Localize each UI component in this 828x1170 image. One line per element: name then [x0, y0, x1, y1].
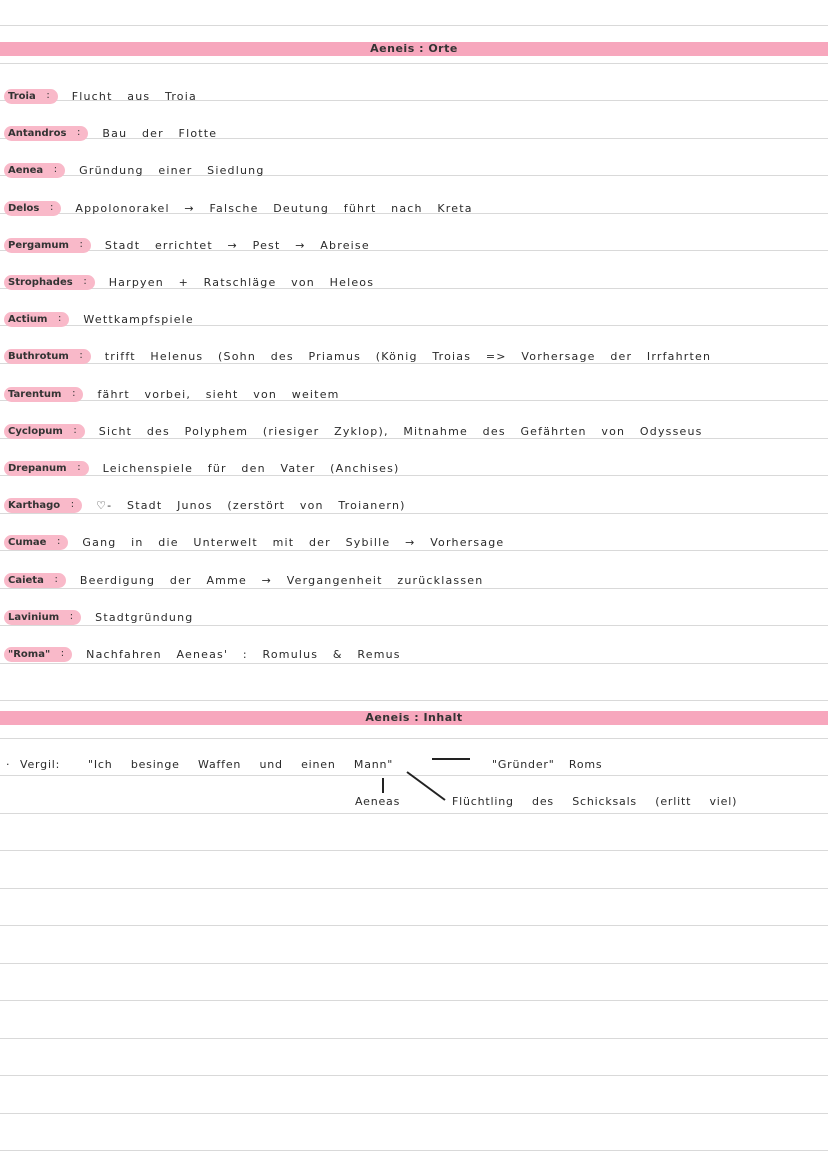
place-colon: :	[83, 275, 87, 287]
place-row	[4, 123, 217, 143]
bullet-mark: ·	[6, 758, 11, 771]
place-tag	[4, 349, 91, 364]
place-tag	[4, 647, 72, 662]
ruled-line	[0, 775, 828, 776]
place-description: Leichenspiele für den Vater (Anchises)	[102, 461, 400, 475]
place-row	[4, 532, 504, 552]
place-row	[4, 160, 265, 180]
ruled-line	[0, 63, 828, 64]
vergil-quote: "Ich besinge Waffen und einen Mann"	[88, 758, 394, 771]
place-description: Stadtgründung	[95, 610, 194, 624]
fluechtling-note: Flüchtling des Schicksals (erlitt viel)	[452, 795, 738, 808]
place-description: ♡- Stadt Junos (zerstört von Troianern)	[96, 498, 406, 512]
place-name: Cyclopum	[8, 425, 63, 437]
place-name: Aenea	[8, 164, 44, 176]
place-row	[4, 198, 473, 218]
place-colon: :	[77, 126, 81, 138]
place-row	[4, 644, 401, 664]
section-title-inhalt: Aeneis : Inhalt	[365, 711, 463, 724]
place-colon: :	[57, 535, 61, 547]
section-title-orte: Aeneis : Orte	[370, 42, 458, 55]
place-colon: :	[49, 201, 54, 213]
place-colon: :	[46, 89, 50, 101]
place-name: Strophades	[8, 276, 73, 288]
place-row	[4, 607, 193, 627]
ruled-line	[0, 963, 828, 964]
ruled-line	[0, 700, 828, 701]
section-header-inhalt	[0, 711, 828, 725]
place-name: Delos	[8, 202, 40, 214]
place-name: Buthrotum	[8, 350, 69, 362]
place-name: Actium	[8, 313, 48, 325]
place-description: fährt vorbei, sieht von weitem	[97, 387, 340, 401]
ruled-line	[0, 1150, 828, 1151]
place-tag	[4, 424, 85, 439]
place-row	[4, 570, 483, 590]
place-description: Gang in die Unterwelt mit der Sybille → Vorhersage	[82, 535, 505, 549]
place-row	[4, 384, 340, 404]
vergil-label: Vergil:	[20, 758, 61, 771]
place-row	[4, 272, 374, 292]
place-tag	[4, 461, 89, 476]
place-description: Gründung einer Siedlung	[79, 163, 265, 177]
place-colon: :	[58, 312, 62, 324]
place-tag	[4, 535, 68, 550]
aeneas-note: Aeneas	[355, 795, 401, 808]
ruled-line	[0, 888, 828, 889]
place-description: Sicht des Polyphem (riesiger Zyklop), Mitnahme des Gefährten von Odysseus	[98, 424, 703, 438]
place-tag	[4, 275, 95, 290]
place-colon: :	[53, 163, 58, 175]
section-header-orte	[0, 42, 828, 56]
ruled-line	[0, 1075, 828, 1076]
place-colon: :	[73, 424, 77, 436]
place-description: Stadt errichtet → Pest → Abreise	[104, 238, 370, 252]
place-row	[4, 458, 400, 478]
ruled-line	[0, 813, 828, 814]
place-description: Beerdigung der Amme → Vergangenheit zurücklassen	[79, 573, 484, 587]
place-tag	[4, 387, 83, 402]
place-row	[4, 86, 197, 106]
place-name: "Roma"	[8, 648, 51, 660]
ruled-line	[0, 25, 828, 26]
place-description: Flucht aus Troia	[71, 89, 197, 103]
place-name: Lavinium	[8, 611, 60, 623]
place-colon: :	[70, 498, 75, 510]
place-tag	[4, 163, 65, 178]
place-name: Troia	[8, 90, 36, 102]
place-name: Tarentum	[8, 388, 62, 400]
place-description: Nachfahren Aeneas' : Romulus & Remus	[86, 647, 401, 661]
ruled-line	[0, 850, 828, 851]
place-tag	[4, 126, 88, 141]
founder-note: "Gründer" Roms	[492, 758, 603, 771]
ruled-line	[0, 1038, 828, 1039]
place-description: Wettkampfspiele	[83, 312, 194, 326]
place-row	[4, 235, 370, 255]
place-colon: :	[79, 238, 83, 250]
place-colon: :	[60, 647, 65, 659]
place-colon: :	[79, 349, 83, 361]
place-name: Drepanum	[8, 462, 67, 474]
place-description: Harpyen + Ratschläge von Heleos	[108, 275, 375, 289]
place-description: Bau der Flotte	[102, 126, 218, 140]
place-colon: :	[77, 461, 81, 473]
place-tag	[4, 312, 69, 327]
place-name: Caieta	[8, 574, 44, 586]
place-name: Cumae	[8, 536, 47, 548]
place-row	[4, 309, 194, 329]
place-tag	[4, 610, 81, 625]
place-row	[4, 495, 406, 515]
place-colon: :	[69, 610, 74, 622]
place-tag	[4, 573, 66, 588]
ruled-line	[0, 1113, 828, 1114]
place-tag	[4, 89, 58, 104]
ruled-line	[0, 925, 828, 926]
place-name: Karthago	[8, 499, 61, 511]
place-tag	[4, 201, 61, 216]
place-tag	[4, 238, 91, 253]
place-name: Pergamum	[8, 239, 69, 251]
place-colon: :	[54, 573, 58, 585]
place-row	[4, 346, 711, 366]
place-description: Appolonorakel → Falsche Deutung führt nach Kreta	[75, 201, 473, 215]
ruled-line	[0, 738, 828, 739]
place-name: Antandros	[8, 127, 67, 139]
place-colon: :	[72, 387, 76, 399]
place-description: trifft Helenus (Sohn des Priamus (König Troias => Vorhersage der Irrfahrten	[104, 349, 712, 363]
ruled-line	[0, 1000, 828, 1001]
place-tag	[4, 498, 82, 513]
place-row	[4, 421, 703, 441]
